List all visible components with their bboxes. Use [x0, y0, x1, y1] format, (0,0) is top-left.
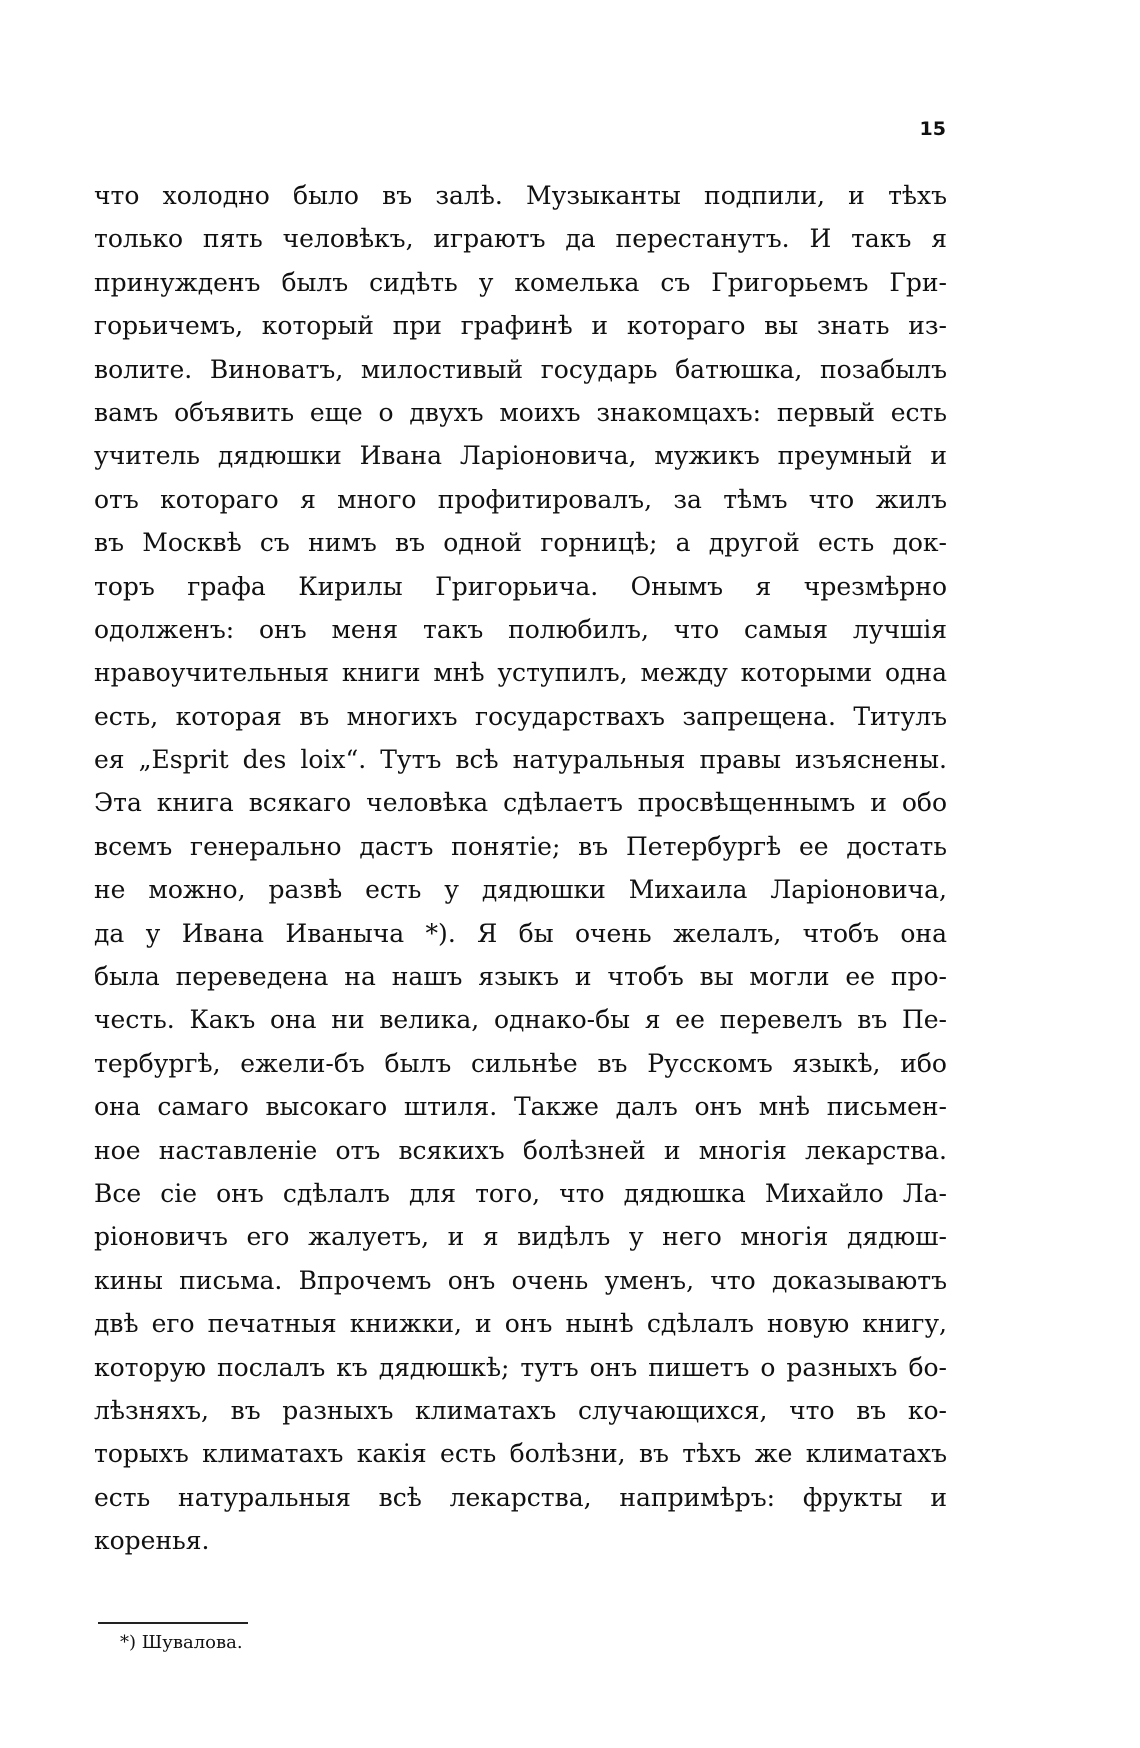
text-line: вамъ объявить еще о двухъ моихъ знакомцахъ: первый есть	[94, 397, 947, 427]
text-line: торъ графа Кирилы Григорьича. Онымъ я чрезмѣрно	[94, 571, 947, 601]
footnote-divider	[98, 1622, 248, 1624]
text-line: въ Москвѣ съ нимъ въ одной горницѣ; а другой есть док-	[94, 528, 947, 558]
text-line: ное наставленіе отъ всякихъ болѣзней и многія лекарства.	[94, 1135, 947, 1165]
text-line: учитель дядюшки Ивана Ларіоновича, мужикъ преумный и	[94, 441, 947, 471]
text-line: ріоновичъ его жалуетъ, и я видѣлъ у него многія дядюш-	[94, 1222, 947, 1252]
text-line: кины письма. Впрочемъ онъ очень уменъ, что доказываютъ	[94, 1265, 947, 1295]
text-line: была переведена на нашъ языкъ и чтобъ вы могли ее про-	[94, 962, 947, 992]
text-line: которую послалъ къ дядюшкѣ; тутъ онъ пишетъ о разныхъ бо-	[94, 1352, 947, 1382]
footnote: *) Шувалова.	[120, 1632, 243, 1653]
text-line: тербургѣ, ежели-бъ былъ сильнѣе въ Русскомъ языкѣ, ибо	[94, 1048, 947, 1078]
text-line: есть натуральныя всѣ лекарства, напримѣръ: фрукты и	[94, 1482, 947, 1512]
text-line: отъ котораго я много профитировалъ, за тѣмъ что жилъ	[94, 484, 947, 514]
text-line: одолженъ: онъ меня такъ полюбилъ, что самыя лучшія	[94, 614, 947, 644]
text-line: двѣ его печатныя книжки, и онъ нынѣ сдѣлалъ новую книгу,	[94, 1309, 947, 1339]
text-line: есть, которая въ многихъ государствахъ запрещена. Титулъ	[94, 701, 947, 731]
text-line: нравоучительныя книги мнѣ уступилъ, между которыми одна	[94, 658, 947, 688]
text-line: принужденъ былъ сидѣть у комелька съ Григорьемъ Гри-	[94, 267, 947, 297]
text-line: ея „Esprit des loix“. Тутъ всѣ натуральныя правы изъяснены.	[94, 745, 947, 775]
text-line: коренья.	[94, 1526, 210, 1556]
text-line: всемъ генерально дастъ понятіе; въ Петербургѣ ее достать	[94, 831, 947, 861]
text-line: горьичемъ, который при графинѣ и котораго вы знать из-	[94, 311, 947, 341]
text-line: что холодно было въ залѣ. Музыканты подпили, и тѣхъ	[94, 181, 947, 210]
text-line: торыхъ климатахъ какія есть болѣзни, въ тѣхъ же климатахъ	[94, 1439, 947, 1469]
text-line: да у Ивана Иваныча *). Я бы очень желалъ, чтобъ она	[94, 918, 947, 948]
text-line: Эта книга всякаго человѣка сдѣлаетъ просвѣщеннымъ и обо	[94, 788, 947, 818]
text-line: волите. Виноватъ, милостивый государь батюшка, позабылъ	[94, 354, 947, 384]
text-line: только пять человѣкъ, играютъ да перестанутъ. И такъ я	[94, 224, 947, 254]
text-line: лѣзняхъ, въ разныхъ климатахъ случающихся, что въ ко-	[94, 1395, 947, 1425]
text-line: она самаго высокаго штиля. Также далъ онъ мнѣ письмен-	[94, 1092, 947, 1122]
body-text	[94, 174, 947, 1563]
text-line: честь. Какъ она ни велика, однако-бы я ее перевелъ въ Пе-	[94, 1005, 947, 1035]
page-number: 15	[919, 118, 946, 140]
text-line: Все сіе онъ сдѣлалъ для того, что дядюшка Михайло Ла-	[94, 1178, 947, 1208]
text-line: не можно, развѣ есть у дядюшки Михаила Ларіоновича,	[94, 875, 947, 905]
